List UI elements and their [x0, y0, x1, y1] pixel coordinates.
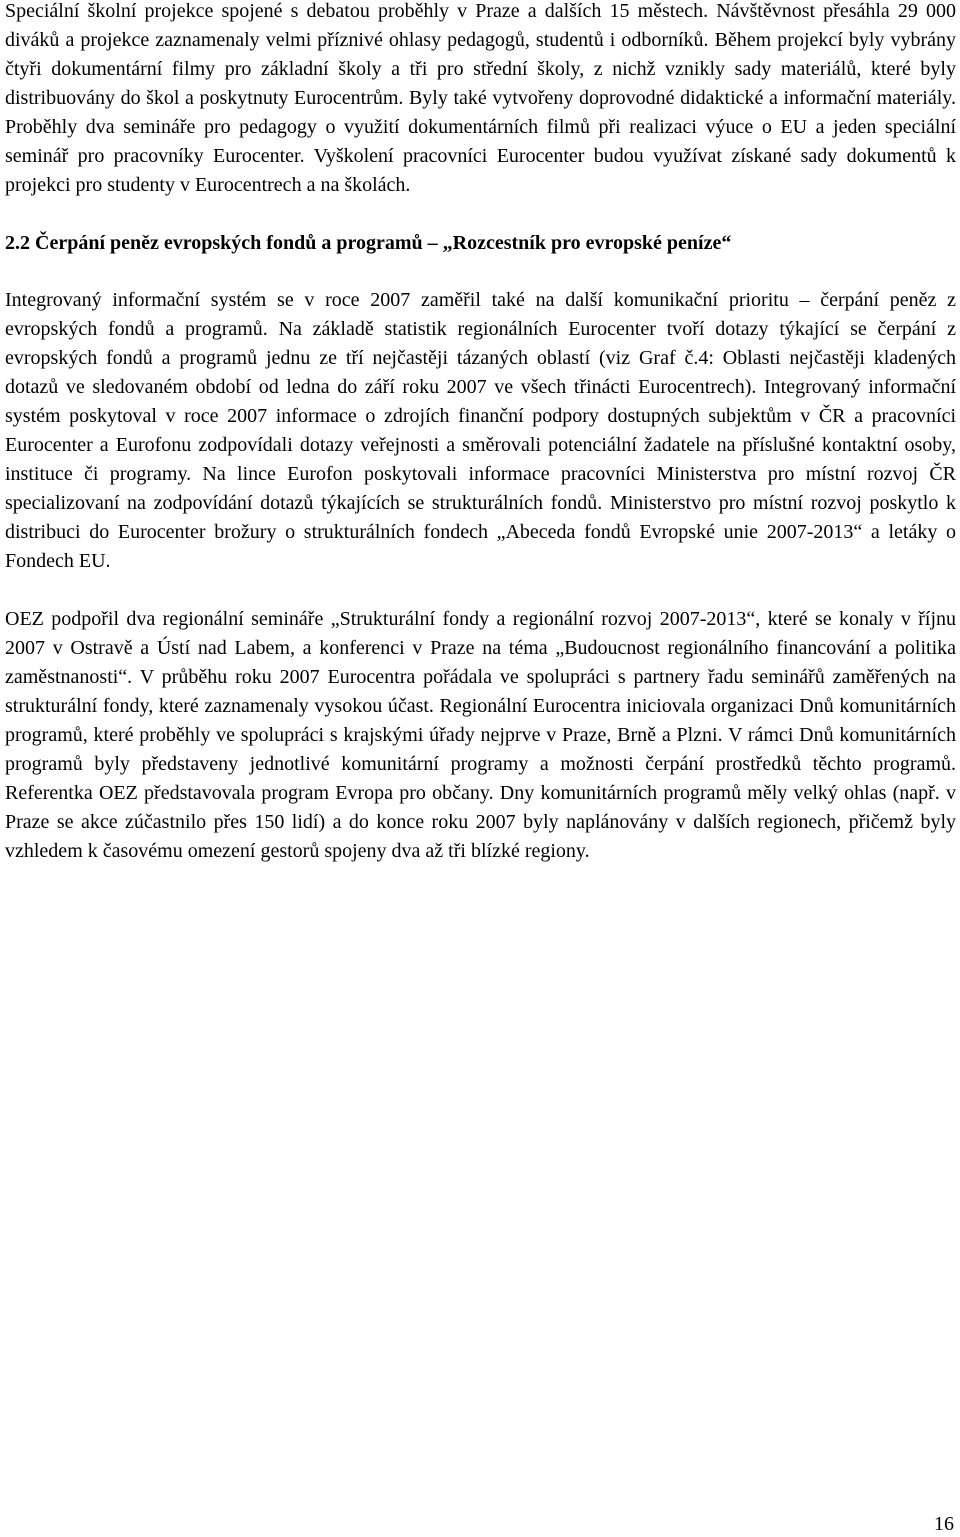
body-paragraph-funds: Integrovaný informační systém se v roce 2007 zaměřil také na další komunikační prioritu – čerpání peněz z evropských fondů a programů. Na základě statistik regionálních Eurocenter tvoří dotazy týkající se čerpání z evropských fondů a programů jednu ze tří nejčastěji tázaných oblastí (viz Graf č.4: Oblasti nejčastěji kladených dotazů ve sledovaném období od ledna do září roku 2007 ve všech třinácti Eurocentrech). Integrovaný informační systém poskytoval v roce 2007 informace o zdrojích finanční podpory dostupných subjektům v ČR a pracovníci Eurocenter a Eurofonu zodpovídali dotazy veřejnosti a směrovali potenciální žadatele na příslušné kontaktní osoby, instituce či programy. Na lince Eurofon poskytovali informace pracovníci Ministerstva pro místní rozvoj ČR specializovaní na zodpovídání dotazů týkajících se strukturálních fondů. Ministerstvo pro místní rozvoj poskytlo k distribuci do Eurocenter brožury o strukturálních fondech „Abeceda fondů Evropské unie 2007-2013“ a letáky o Fondech EU.: [5, 289, 956, 572]
body-paragraph-projections: Speciální školní projekce spojené s debatou proběhly v Praze a dalších 15 městech. Návštěvnost přesáhla 29 000 diváků a projekce zaznamenaly velmi příznivé ohlasy pedagogů, studentů i odborníků. Během projekcí byly vybrány čtyři dokumentární filmy pro základní školy a tři pro střední školy, z nichž vznikly sady materiálů, které byly distribuovány do škol a poskytnuty Eurocentrům. Byly také vytvořeny doprovodné didaktické a informační materiály. Proběhly dva semináře pro pedagogy o využití dokumentárních filmů při realizaci výuce o EU a jeden speciální seminář pro pracovníky Eurocenter. Vyškolení pracovníci Eurocenter budou využívat získané sady dokumentů k projekci pro studenty v Eurocentrech a na školách.: [5, 0, 956, 196]
body-paragraph-seminars: OEZ podpořil dva regionální semináře „Strukturální fondy a regionální rozvoj 2007-2013“, které se konaly v říjnu 2007 v Ostravě a Ústí nad Labem, a konferenci v Praze na téma „Budoucnost regionálního financování a politika zaměstnanosti“. V průběhu roku 2007 Eurocentra pořádala ve spolupráci s partnery řadu seminářů zaměřených na strukturální fondy, které zaznamenaly vysokou účast. Regionální Eurocentra iniciovala organizaci Dnů komunitárních programů, které proběhly ve spolupráci s krajskými úřady nejprve v Praze, Brně a Plzni. V rámci Dnů komunitárních programů byly představeny jednotlivé komunitární programy a možnosti čerpání prostředků těchto programů. Referentka OEZ představovala program Evropa pro občany. Dny komunitárních programů měly velký ohlas (např. v Praze se akce zúčastnilo přes 150 lidí) a do konce roku 2007 byly naplánovány v dalších regionech, přičemž byly vzhledem k časovému omezení gestorů spojeny dva až tři blízké regiony.: [5, 608, 956, 862]
document-page: [5, 0, 956, 866]
section-heading: 2.2 Čerpání peněz evropských fondů a programů – „Rozcestník pro evropské peníze“: [5, 232, 732, 254]
page-number: 16: [934, 1513, 954, 1535]
